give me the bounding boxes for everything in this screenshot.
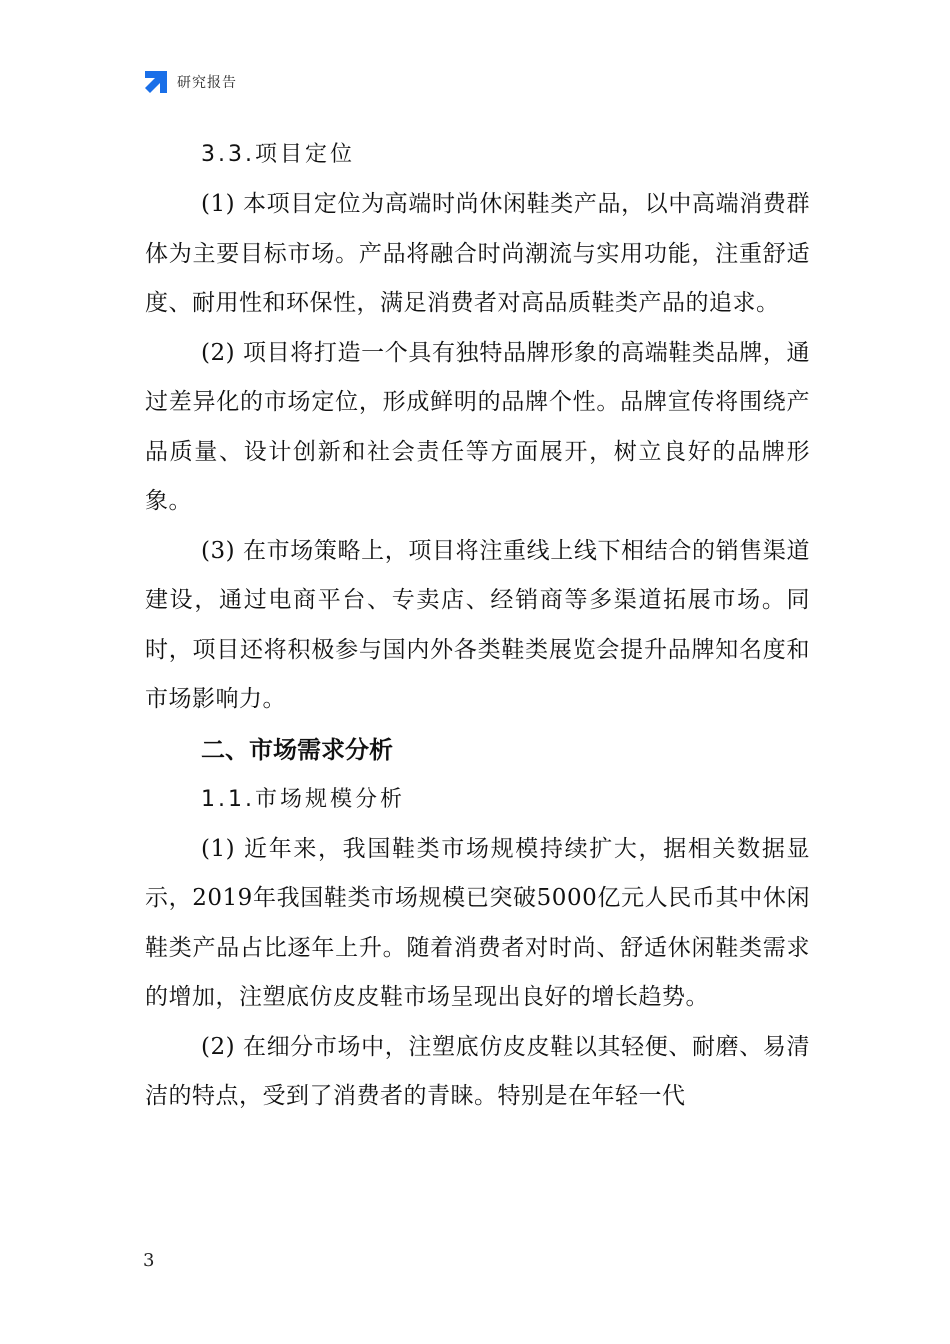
paragraph-3: (3) 在市场策略上，项目将注重线上线下相结合的销售渠道建设，通过电商平台、专卖店、经销商等多渠道拓展市场。同时，项目还将积极参与国内外各类鞋类展览会提升品牌知名度和市场影响力。	[145, 537, 810, 712]
heading-3-3: 3.3.项目定位	[201, 142, 355, 167]
paragraph-2: (2) 项目将打造一个具有独特品牌形象的高端鞋类品牌，通过差异化的市场定位，形成鲜明的品牌个性。品牌宣传将围绕产品质量、设计创新和社会责任等方面展开，树立良好的品牌形象。	[145, 339, 810, 514]
paragraph-4: (1) 近年来，我国鞋类市场规模持续扩大，据相关数据显示，2019年我国鞋类市场规模已突破5000亿元人民币其中休闲鞋类产品占比逐年上升。随着消费者对时尚、舒适休闲鞋类需求的增加，注塑底仿皮皮鞋市场呈现出良好的增长趋势。	[145, 835, 810, 1010]
paragraph-1: (1) 本项目定位为高端时尚休闲鞋类产品，以中高端消费群体为主要目标市场。产品将融合时尚潮流与实用功能，注重舒适度、耐用性和环保性，满足消费者对高品质鞋类产品的追求。	[145, 191, 810, 316]
page-number: 3	[143, 1250, 155, 1271]
header-title: 研究报告	[177, 75, 237, 91]
section-heading-2: 二、市场需求分析	[201, 735, 393, 764]
page-header	[143, 68, 237, 96]
document-body	[145, 130, 810, 1122]
arrow-up-right-icon	[143, 69, 169, 95]
paragraph-5: (2) 在细分市场中，注塑底仿皮皮鞋以其轻便、耐磨、易清洁的特点，受到了消费者的青睐。特别是在年轻一代	[145, 1033, 810, 1109]
heading-1-1: 1.1.市场规模分析	[201, 786, 405, 812]
